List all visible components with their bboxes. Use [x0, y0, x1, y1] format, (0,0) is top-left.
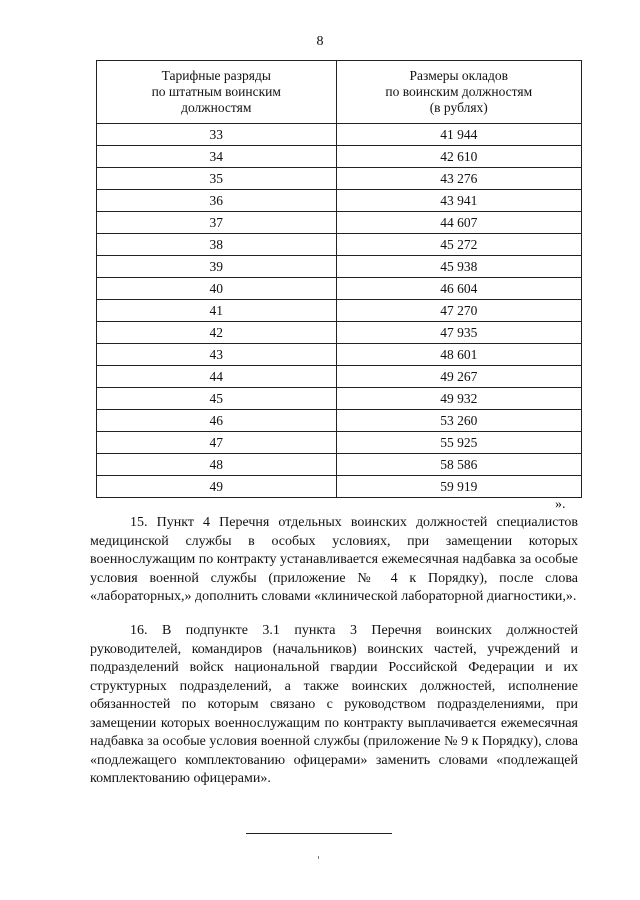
- salary-cell: 41 944: [336, 124, 581, 146]
- salary-cell: 59 919: [336, 476, 581, 498]
- salary-cell: 49 932: [336, 388, 581, 410]
- salary-cell: 43 941: [336, 190, 581, 212]
- header-salary-line: Размеры окладов: [409, 68, 508, 83]
- grade-cell: 42: [97, 322, 337, 344]
- header-tariff-grade: [97, 61, 337, 124]
- table-row: [97, 454, 582, 476]
- salary-cell: 58 586: [336, 454, 581, 476]
- table-row: [97, 432, 582, 454]
- table-row: [97, 146, 582, 168]
- header-tariff-line: по штатным воинским: [151, 84, 281, 99]
- table-row: [97, 388, 582, 410]
- salary-cell: 48 601: [336, 344, 581, 366]
- scan-speck: [318, 856, 319, 859]
- grade-cell: 36: [97, 190, 337, 212]
- header-tariff-line: Тарифные разряды: [161, 68, 271, 83]
- header-salary-line: по воинским должностям: [385, 84, 533, 99]
- table-row: [97, 168, 582, 190]
- grade-cell: 47: [97, 432, 337, 454]
- salary-cell: 45 272: [336, 234, 581, 256]
- grade-cell: 37: [97, 212, 337, 234]
- salary-cell: 45 938: [336, 256, 581, 278]
- salary-table: [96, 60, 582, 498]
- salary-cell: 46 604: [336, 278, 581, 300]
- salary-cell: 47 935: [336, 322, 581, 344]
- grade-cell: 38: [97, 234, 337, 256]
- grade-cell: 41: [97, 300, 337, 322]
- table-row: [97, 322, 582, 344]
- paragraph-15: 15. Пункт 4 Перечня отдельных воинских должностей специалистов медицинской службы в особых условиях, при замещении которых военнослужащим по контракту устанавливается ежемесячная надбавка за особые условия военной службы (приложение № 4 к Порядку), после слова «лабораторных,» дополнить словами «клинической лабораторной диагностики,».: [90, 515, 578, 604]
- salary-cell: 53 260: [336, 410, 581, 432]
- grade-cell: 44: [97, 366, 337, 388]
- table-row: [97, 124, 582, 146]
- table-row: [97, 476, 582, 498]
- grade-cell: 35: [97, 168, 337, 190]
- grade-cell: 49: [97, 476, 337, 498]
- table-row: [97, 300, 582, 322]
- table-row: [97, 344, 582, 366]
- table-row: [97, 212, 582, 234]
- salary-cell: 43 276: [336, 168, 581, 190]
- header-salary-line: (в рублях): [429, 100, 488, 115]
- header-tariff-line: должностям: [181, 100, 252, 115]
- grade-cell: 40: [97, 278, 337, 300]
- grade-cell: 39: [97, 256, 337, 278]
- grade-cell: 48: [97, 454, 337, 476]
- page-number: 8: [316, 34, 324, 49]
- grade-cell: 45: [97, 388, 337, 410]
- table-header-row: [97, 61, 582, 124]
- salary-cell: 49 267: [336, 366, 581, 388]
- salary-cell: 47 270: [336, 300, 581, 322]
- header-salary-size: [336, 61, 581, 124]
- salary-cell: 42 610: [336, 146, 581, 168]
- grade-cell: 46: [97, 410, 337, 432]
- footer-divider-line: [246, 833, 392, 834]
- grade-cell: 43: [97, 344, 337, 366]
- grade-cell: 34: [97, 146, 337, 168]
- table-row: [97, 278, 582, 300]
- table-row: [97, 190, 582, 212]
- table-row: [97, 366, 582, 388]
- salary-cell: 44 607: [336, 212, 581, 234]
- table-row: [97, 234, 582, 256]
- closing-quote: ».: [555, 497, 566, 512]
- salary-cell: 55 925: [336, 432, 581, 454]
- table-row: [97, 410, 582, 432]
- grade-cell: 33: [97, 124, 337, 146]
- table-row: [97, 256, 582, 278]
- paragraph-16: 16. В подпункте 3.1 пункта 3 Перечня воинских должностей руководителей, командиров (начальников) воинских частей, учреждений и подразделений войск национальной гвардии Российской Федерации и их структурных подразделений, а также воинских должностей, исполнение обязанностей по которым связано с руководством подразделениями, при замещении которых военнослужащим по контракту выплачивается ежемесячная надбавка за особые условия военной службы (приложение № 9 к Порядку), слова «подлежащего комплектованию офицерами» заменить словами «подлежащей комплектованию офицерами».: [90, 623, 578, 786]
